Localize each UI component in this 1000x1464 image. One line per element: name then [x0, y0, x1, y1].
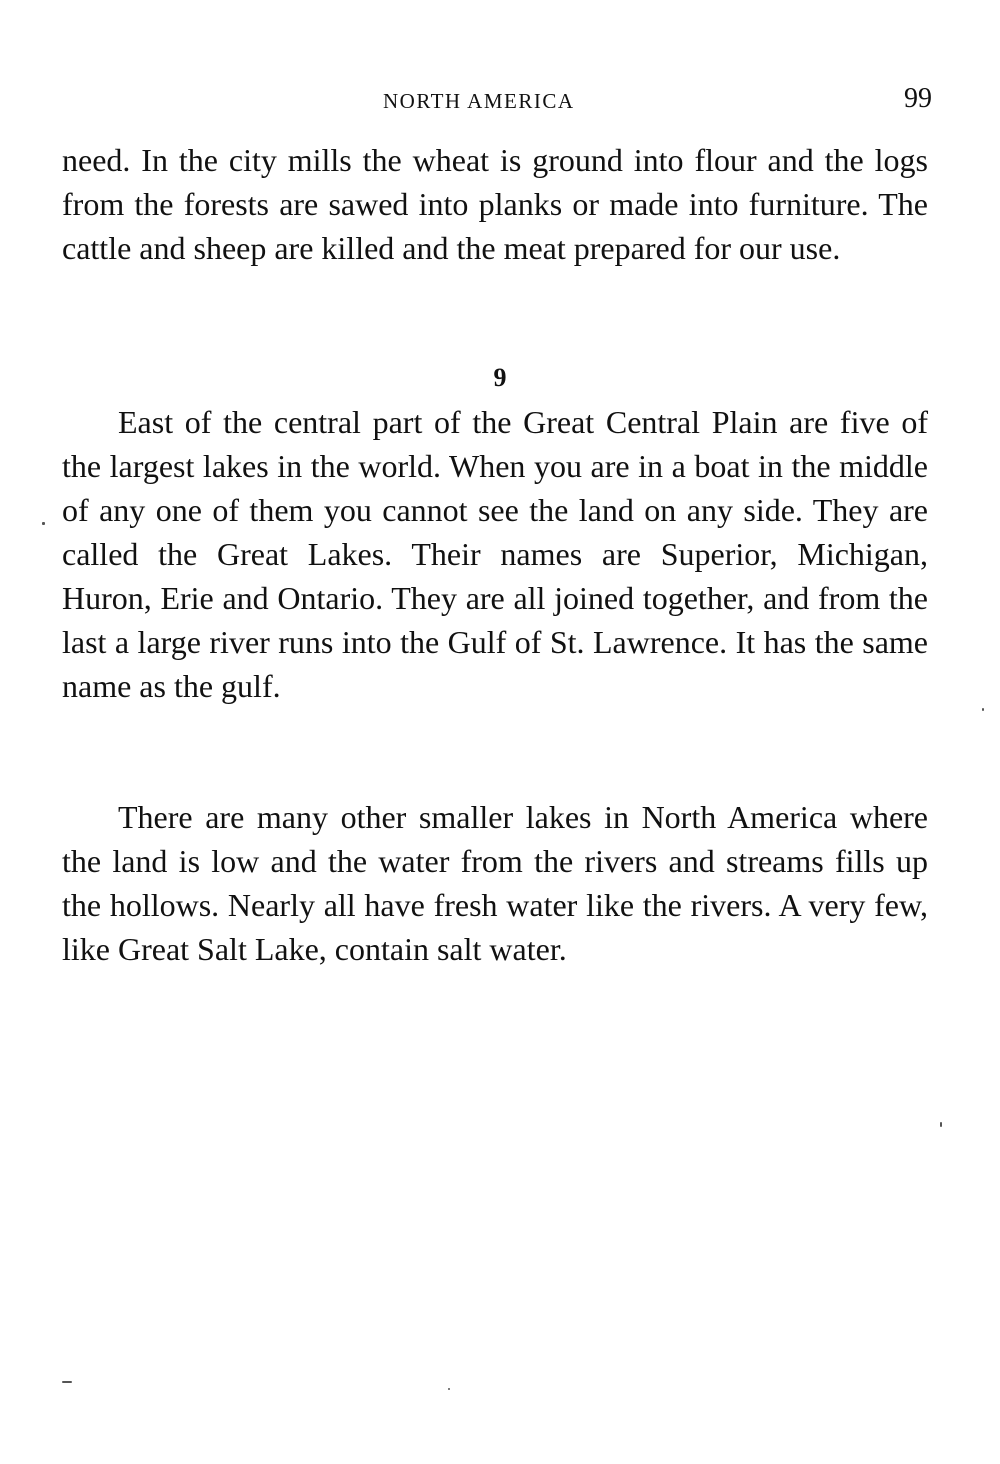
scan-speck: [448, 1388, 450, 1390]
scan-speck: [62, 1381, 72, 1383]
scan-speck: [982, 708, 984, 711]
scan-speck: [940, 1122, 942, 1127]
paragraph-great-lakes: East of the central part of the Great Central Plain are five of the largest lakes in the world. When you are in a boat in the middle of any one of them you cannot see the land on any side. They are called the Great Lakes. Their names are Superior, Michigan, Huron, Erie and Ontario. They are all joined together, and from the last a large river runs into the Gulf of St. Lawrence. It has the same name as the gulf.: [62, 404, 928, 704]
running-title: NORTH AMERICA: [383, 89, 575, 113]
scan-speck: [42, 522, 45, 525]
paragraph-continuation: need. In the city mills the wheat is ground into flour and the logs from the forests are sawed into planks or made into furniture. The cattle and sheep are killed and the meat prepared for our use.: [62, 142, 928, 266]
page-number: 99: [904, 83, 932, 114]
section-number: 9: [493, 363, 507, 392]
running-head: [0, 83, 1000, 116]
paragraph-smaller-lakes: There are many other smaller lakes in North America where the land is low and the water from the rivers and streams fills up the hollows. Nearly all have fresh water like the rivers. A very few, like Great Salt Lake, contain salt water.: [62, 799, 928, 967]
